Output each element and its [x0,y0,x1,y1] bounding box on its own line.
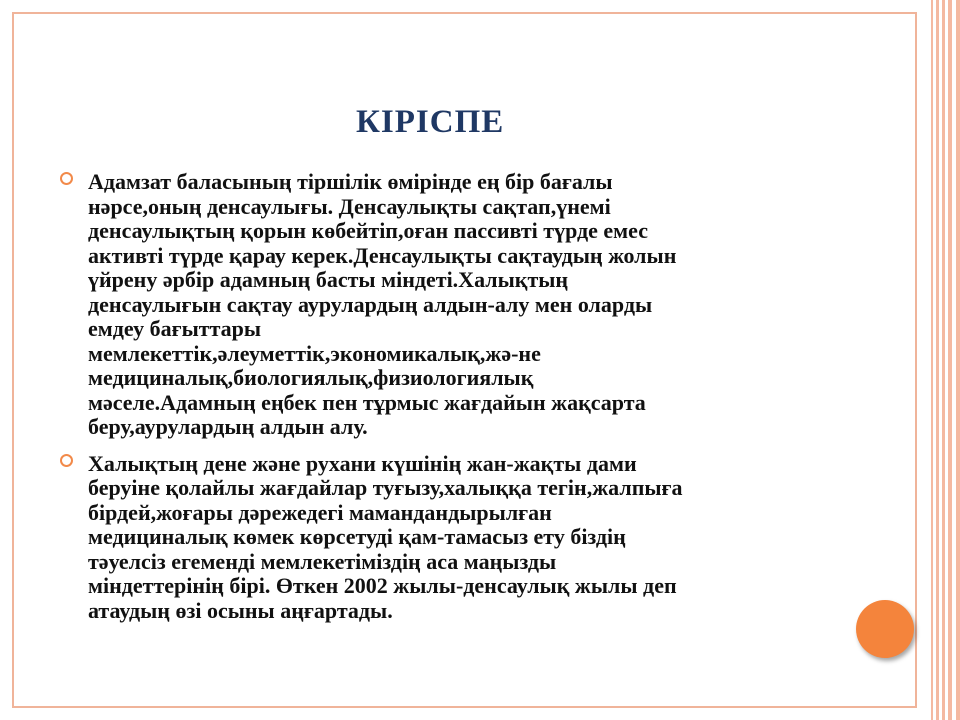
stripe [948,0,952,720]
stripe [956,0,960,720]
stripe [942,0,945,720]
slide-title: КІРІСПЕ [356,104,505,140]
circle-bullet-icon [60,454,73,467]
circle-bullet-icon [60,172,73,185]
paragraph-text: Халықтың дене және рухани күшінің жан-жақты дами беруіне қолайлы жағдайлар туғызу,халыққа тегін,жалпыға бірдей,жоғары дәрежедегі мамандандырылған медициналық көмек көрсетуді қам-тамасыз ету біздің тәуелсіз егеменді мемлекетіміздің аса маңызды міндеттерінің бірі. Өткен 2002 жылы-денсаулық жылы деп атаудың өзі осыны аңғартады. [88,450,683,623]
slide-body [88,170,828,635]
list-item [88,452,828,624]
orange-circle-icon [856,600,914,658]
stripe [936,0,939,720]
list-item [88,170,828,440]
paragraph-text: Адамзат баласының тіршілік өмірінде ең бір бағалы нәрсе,оның денсаулығы. Денсаулықты сақтап,үнемі денсаулықтың қорын көбейтіп,оған пассивті түрде емес активті түрде қарау керек.Денсаулықты сақтаудың жолын үйрену әрбір адамның басты міндеті.Халықтың денсаулығын сақтау аурулардың алдын-алу мен оларды емдеу бағыттары мемлекеттік,әлеуметтік,экономикалық,жә-не медициналық,биологиялық,физиологиялық мәселе.Адамның еңбек пен тұрмыс жағдайын жақсарта беру,аурулардың алдын алу. [88,169,677,439]
decorative-stripes [920,0,960,720]
stripe [931,0,933,720]
